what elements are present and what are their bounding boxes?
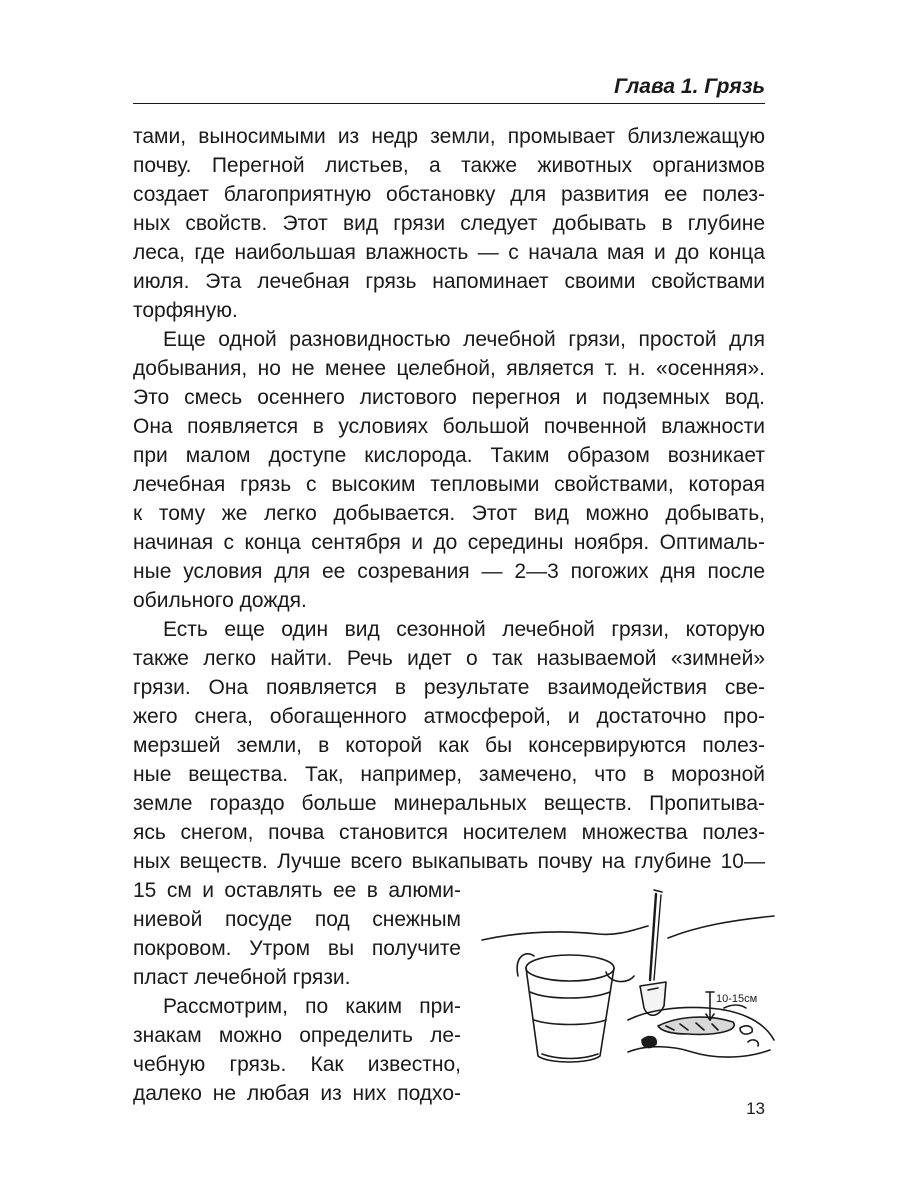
text-line: создает благоприятную обстановку для развития ее полез- bbox=[133, 183, 765, 206]
text-line: добывания, но не менее целебной, является т. н. «осенняя». bbox=[133, 357, 765, 380]
bucket-body bbox=[526, 968, 614, 1062]
header-rule bbox=[133, 103, 765, 104]
text-line: почву. Перегной листьев, а также животных организмов bbox=[133, 154, 765, 177]
text-line: ясь снегом, почва становится носителем множества полез- bbox=[133, 821, 765, 844]
text-line: Это смесь осеннего листового перегноя и подземных вод. bbox=[133, 386, 765, 409]
text-line: Еще одной разновидностью лечебной грязи, простой для bbox=[163, 328, 765, 351]
text-line: жего снега, обогащенного атмосферой, и достаточно про- bbox=[133, 705, 765, 728]
page-number: 13 bbox=[746, 1099, 765, 1118]
text-line: пласт лечебной грязи. bbox=[133, 966, 351, 989]
text-line: ных веществ. Лучше всего выкапывать почву на глубине 10— bbox=[133, 850, 765, 873]
text-line: ных свойств. Этот вид грязи следует добывать в глубине bbox=[133, 212, 765, 235]
text-line: также легко найти. Речь идет о так называемой «зимней» bbox=[133, 647, 765, 670]
text-line: обильного дождя. bbox=[133, 589, 307, 612]
text-line: мерзшей земли, в которой как бы консервируются полез- bbox=[133, 734, 765, 757]
text-line: ные вещества. Так, например, замечено, что в морозной bbox=[133, 763, 765, 786]
text-line: грязи. Она появляется в результате взаимодействия све- bbox=[133, 676, 765, 699]
text-line: леса, где наибольшая влажность — с начала мая и до конца bbox=[133, 241, 765, 264]
bucket-handle bbox=[517, 954, 534, 976]
text-line: 15 см и оставлять ее в алюми- bbox=[133, 879, 461, 902]
text-line: начиная с конца сентября и до середины ноября. Оптималь- bbox=[133, 531, 765, 554]
text-line: Она появляется в условиях большой почвенной влажности bbox=[133, 415, 765, 438]
text-line: торфяную. bbox=[133, 299, 238, 322]
text-line: Рассмотрим, по каким при- bbox=[163, 995, 461, 1018]
text-line: знакам можно определить ле- bbox=[133, 1024, 461, 1047]
bucket-rim bbox=[526, 955, 614, 981]
bucket-and-shovel-illustration bbox=[478, 880, 778, 1080]
text-line: июля. Эта лечебная грязь напоминает своими свойствами bbox=[133, 270, 765, 293]
text-line: к тому же легко добывается. Этот вид можно добывать, bbox=[133, 502, 765, 525]
snow-line-left bbox=[482, 926, 648, 940]
text-line: при малом доступе кислорода. Таким образом возникает bbox=[133, 444, 765, 467]
text-line: лечебная грязь с высоким тепловыми свойствами, которая bbox=[133, 473, 765, 496]
text-line: чебную грязь. Как известно, bbox=[133, 1053, 461, 1076]
text-line: далеко не любая из них подхо- bbox=[133, 1082, 461, 1105]
depth-label: 10-15см bbox=[716, 993, 758, 1005]
text-line: тами, выносимыми из недр земли, промывает близлежащую bbox=[133, 125, 765, 148]
text-line: ниевой посуде под снежным bbox=[133, 908, 461, 931]
chapter-title: Глава 1. Грязь bbox=[614, 75, 765, 98]
text-line: Есть еще один вид сезонной лечебной грязи, которую bbox=[163, 618, 765, 641]
dug-pit bbox=[658, 1017, 734, 1034]
snow-line-right bbox=[668, 916, 774, 938]
text-line: земле гораздо больше минеральных веществ. Пропитыва- bbox=[133, 792, 765, 815]
text-line: покровом. Утром вы получите bbox=[133, 937, 461, 960]
text-line: ные условия для ее созревания — 2—3 погожих дня после bbox=[133, 560, 765, 583]
